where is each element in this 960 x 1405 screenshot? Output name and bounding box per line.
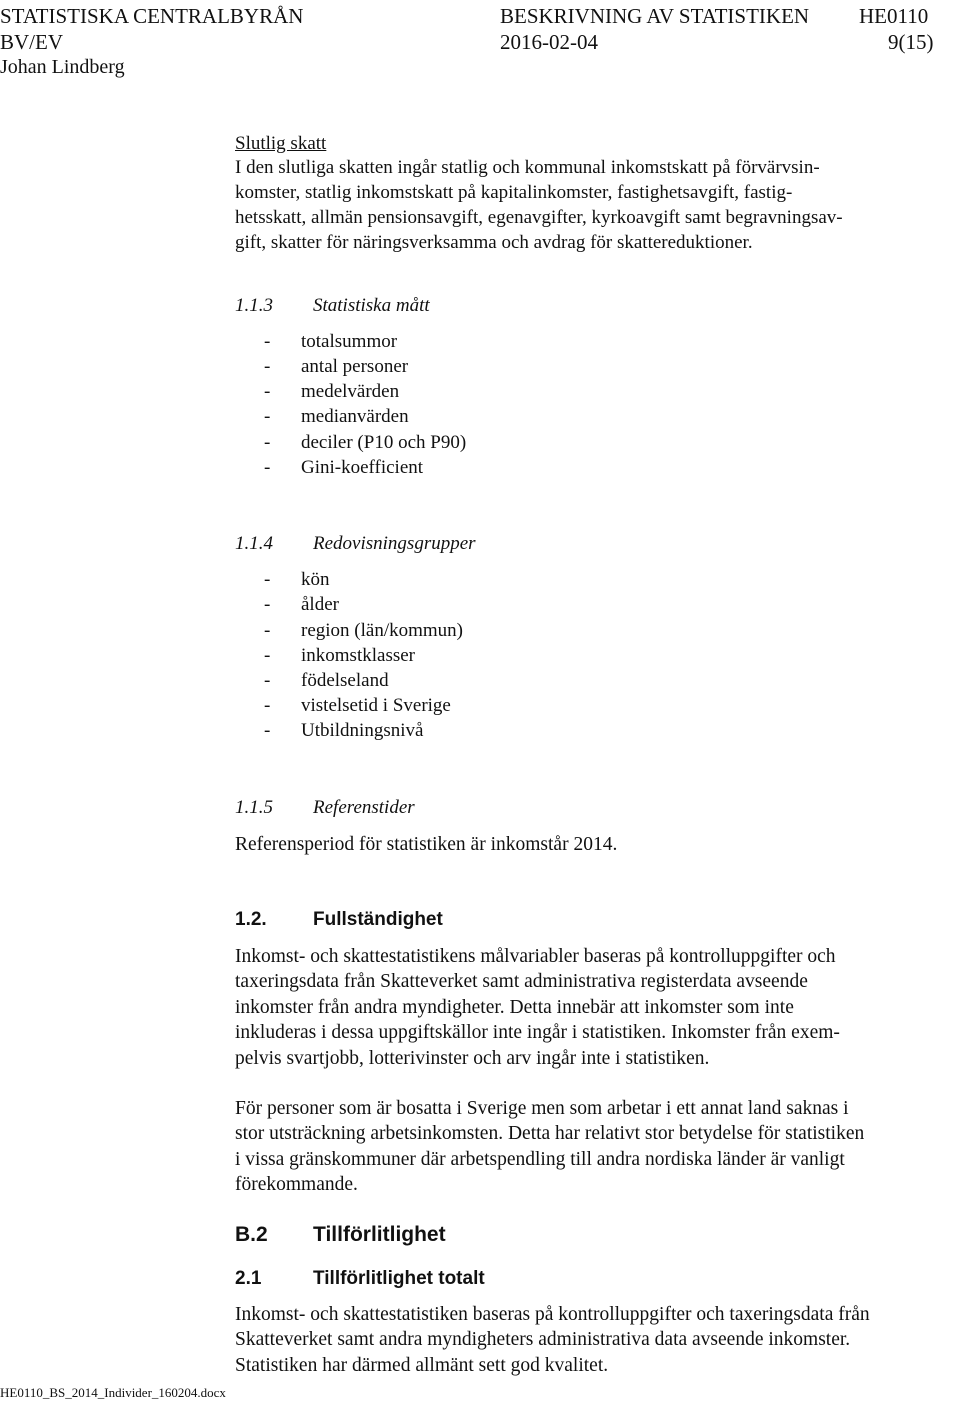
slutlig-skatt-paragraph [235, 155, 935, 255]
list-dash: - [264, 695, 271, 716]
text-line: i vissa gränskommuner där arbetspendling till andra nordiska länder är vanligt [235, 1148, 845, 1170]
list-dash: - [264, 645, 271, 666]
header-doc-type: BESKRIVNING AV STATISTIKEN [500, 4, 810, 28]
section-21-title: Tillförlitlighet totalt [313, 1268, 485, 1289]
text-line: För personer som är bosatta i Sverige men som arbetar i ett annat land saknas i [235, 1098, 849, 1119]
list-dash: - [264, 406, 271, 427]
list-dash: - [264, 670, 271, 691]
text-line: hetsskatt, allmän pensionsavgift, egenavgifter, kyrkoavgift samt begravningsav- [235, 207, 843, 228]
text-line: Skatteverket samt andra myndigheters administrativa data avseende inkomster. [235, 1329, 851, 1351]
text-line: inkluderas i dessa uppgiftskällor inte ingår i statistiken. Inkomster från exem- [235, 1022, 840, 1044]
section-113-number: 1.1.3 [235, 295, 273, 316]
list-dash: - [264, 356, 271, 377]
header-page-number: 9(15) [888, 30, 934, 54]
text-line: I den slutliga skatten ingår statlig och kommunal inkomstskatt på förvärvsin- [235, 157, 820, 178]
text-line: Inkomst- och skattestatistikens målvariabler baseras på kontrolluppgifter och [235, 946, 836, 967]
text-line: komster, statlig inkomstskatt på kapitalinkomster, fastighetsavgift, fastig- [235, 182, 793, 203]
footer-filename: HE0110_BS_2014_Individer_160204.docx [0, 1385, 226, 1400]
section-21-number: 2.1 [235, 1268, 262, 1289]
text-line: Statistiken har därmed allmänt sett god kvalitet. [235, 1354, 609, 1376]
list-dash: - [264, 620, 271, 641]
section-114-number: 1.1.4 [235, 533, 273, 554]
header-doc-code: HE0110 [859, 4, 929, 28]
text-line: taxeringsdata från Skatteverket samt administrativa registerdata avseende [235, 971, 808, 993]
list-dash: - [264, 569, 271, 590]
section-12-title: Fullständighet [313, 909, 443, 930]
header-author: Johan Lindberg [0, 56, 125, 78]
text-line: Inkomst- och skattestatistiken baseras på kontrolluppgifter och taxeringsdata från [235, 1304, 870, 1325]
section-12-paragraph-1 [235, 944, 935, 1071]
section-114-title: Redovisningsgrupper [313, 533, 476, 554]
text-line: stor utsträckning arbetsinkomsten. Detta har relativt stor betydelse för statistiken [235, 1123, 865, 1145]
slutlig-skatt-heading: Slutlig skatt [235, 133, 327, 154]
section-113-title: Statistiska mått [313, 295, 430, 316]
header-dept: BV/EV [0, 30, 63, 54]
section-115-title: Referenstider [313, 797, 415, 818]
list-dash: - [264, 457, 271, 478]
text-line: förekommande. [235, 1174, 358, 1196]
section-12-paragraph-2 [235, 1096, 935, 1198]
section-115-number: 1.1.5 [235, 797, 273, 818]
list-dash: - [264, 432, 271, 453]
section-12-number: 1.2. [235, 909, 267, 930]
section-b2-title: Tillförlitlighet [313, 1223, 446, 1246]
section-115-text: Referensperiod för statistiken är inkomstår 2014. [235, 834, 618, 855]
header-date: 2016-02-04 [500, 30, 598, 54]
section-21-paragraph [235, 1302, 935, 1378]
header-org: STATISTISKA CENTRALBYRÅN [0, 4, 304, 28]
section-b2-number: B.2 [235, 1223, 268, 1246]
list-dash: - [264, 331, 271, 352]
text-line: inkomster från andra myndigheter. Detta innebär att inkomster som inte [235, 996, 794, 1018]
text-line: gift, skatter för näringsverksamma och avdrag för skattereduktioner. [235, 232, 753, 253]
list-dash: - [264, 594, 271, 615]
list-dash: - [264, 720, 271, 741]
list-dash: - [264, 381, 271, 402]
text-line: pelvis svartjobb, lotterivinster och arv ingår inte i statistiken. [235, 1047, 710, 1069]
